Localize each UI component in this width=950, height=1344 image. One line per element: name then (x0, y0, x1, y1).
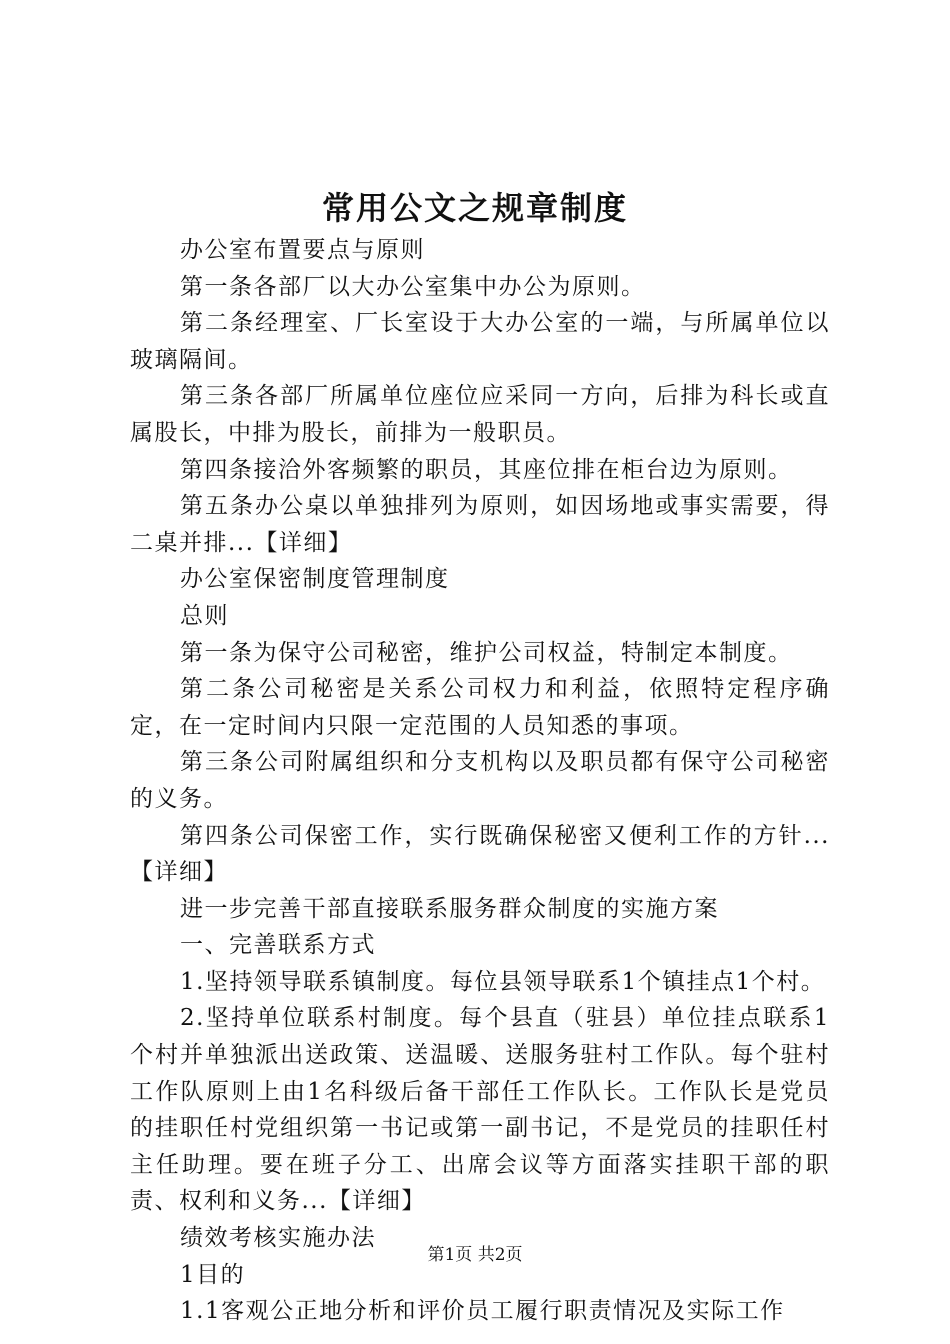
paragraph: 第四条接洽外客频繁的职员，其座位排在柜台边为原则。 (180, 456, 793, 483)
paragraph: 1目的 (180, 1261, 246, 1288)
paragraph: 第二条公司秘密是关系公司权力和利益，依照特定程序确定，在一定时间内只限一定范围的人员知悉的事项。 (130, 676, 830, 739)
paragraph: 第二条经理室、厂长室设于大办公室的一端，与所属单位以玻璃隔间。 (130, 310, 830, 373)
page-footer: 第1页 共2页 (427, 1245, 523, 1265)
paragraph: 1.坚持领导联系镇制度。每位县领导联系1个镇挂点1个村。 (180, 968, 826, 995)
section-heading: 绩效考核实施办法 (180, 1225, 376, 1252)
paragraph: 2.坚持单位联系村制度。每个县直（驻县）单位挂点联系1个村并单独派出送政策、送温暖、送服务驻村工作队。每个驻村工作队原则上由1名科级后备干部任工作队长。工作队长是党员的挂职任村党组织第一书记或第一副书记，不是党员的挂职任村主任助理。要在班子分工、出席会议等方面落实挂职干部的职责、权利和义务...【详细】 (130, 1005, 830, 1215)
document-title: 常用公文之规章制度 (321, 189, 628, 227)
paragraph: 1.1客观公正地分析和评价员工履行职责情况及实际工作 (180, 1298, 785, 1325)
paragraph: 第三条各部厂所属单位座位应采同一方向，后排为科长或直属股长，中排为股长，前排为一般职员。 (130, 383, 830, 446)
paragraph: 第五条办公桌以单独排列为原则，如因场地或事实需要，得二桌并排...【详细】 (130, 493, 830, 556)
section-heading: 办公室保密制度管理制度 (180, 566, 450, 593)
section-heading: 进一步完善干部直接联系服务群众制度的实施方案 (180, 895, 719, 922)
document-body (130, 232, 830, 1330)
paragraph: 第四条公司保密工作，实行既确保秘密又便利工作的方针...【详细】 (130, 822, 830, 886)
paragraph: 第一条为保守公司秘密，维护公司权益，特制定本制度。 (180, 639, 793, 666)
paragraph: 第一条各部厂以大办公室集中办公为原则。 (180, 273, 646, 300)
paragraph: 办公室布置要点与原则 (180, 237, 425, 263)
paragraph: 总则 (180, 602, 229, 629)
paragraph: 第三条公司附属组织和分支机构以及职员都有保守公司秘密的义务。 (130, 749, 830, 812)
paragraph: 一、完善联系方式 (180, 932, 376, 959)
